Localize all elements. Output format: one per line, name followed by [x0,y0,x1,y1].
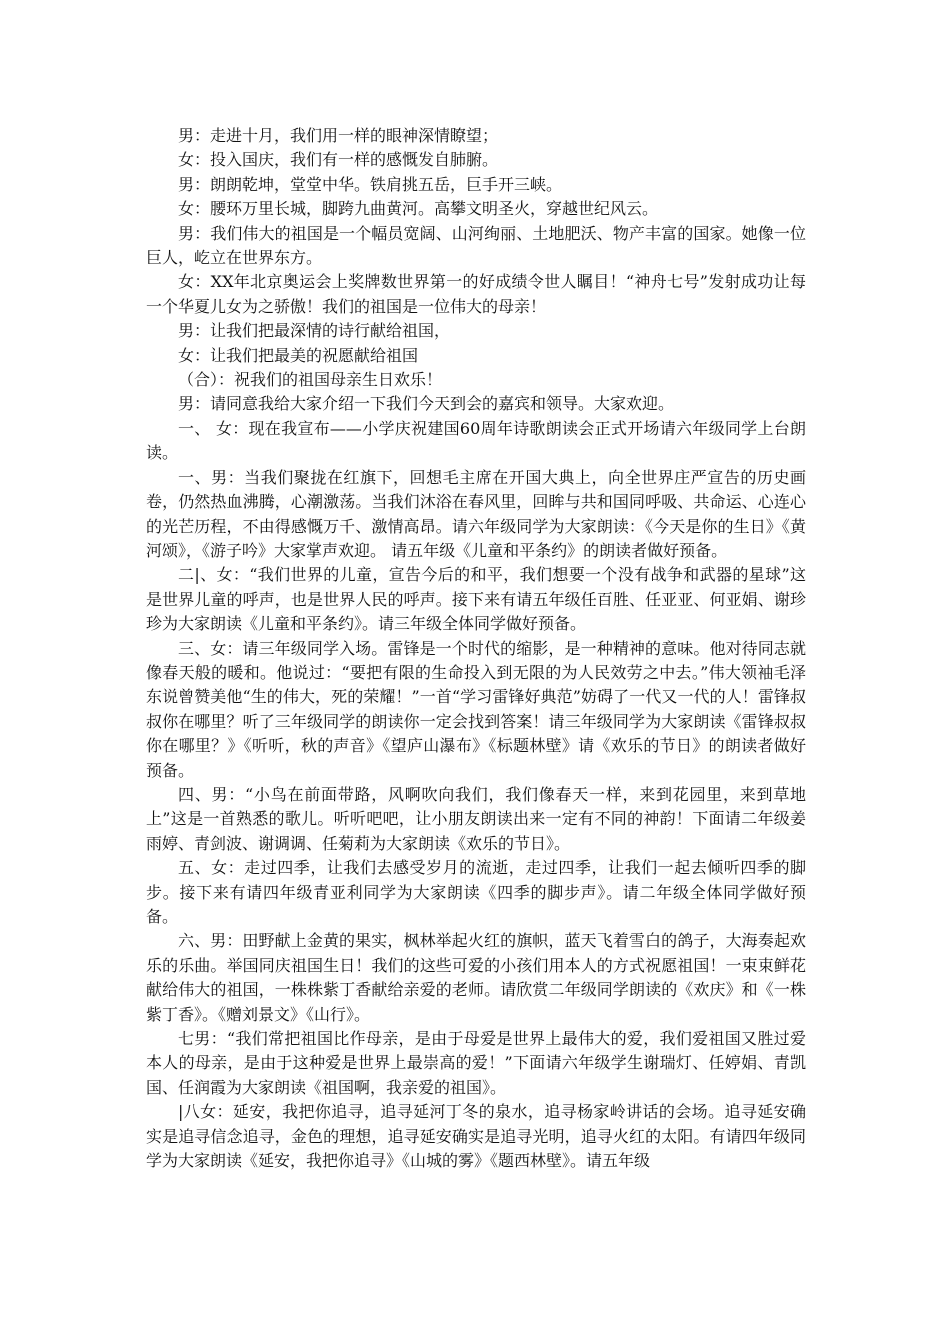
paragraph: 六、男：田野献上金黄的果实，枫林举起火红的旗帜，蓝天飞着雪白的鸽子，大海奏起欢乐的乐曲。举国同庆祖国生日！我们的这些可爱的小孩们用本人的方式祝愿祖国！一束束鲜花献给伟大的祖国，一株株紫丁香献给亲爱的老师。请欣赏二年级同学朗读的《欢庆》和《一株紫丁香》。《赠刘景文》《山行》。 [146,931,806,1024]
paragraph: 女：让我们把最美的祝愿献给祖国 [178,345,419,365]
paragraph: 男：我们伟大的祖国是一个幅员宽阔、山河绚丽、土地肥沃、物产丰富的国家。她像一位巨人，屹立在世界东方。 [146,223,806,268]
paragraph: 男：让我们把最深情的诗行献给祖国， [178,321,451,341]
paragraph: 一、 女：现在我宣布——小学庆祝建国60周年诗歌朗读会正式开场请六年级同学上台朗读。 [146,418,806,463]
paragraph: 男：请同意我给大家介绍一下我们今天到会的嘉宾和领导。大家欢迎。 [178,394,675,414]
paragraph: 女：投入国庆，我们有一样的感慨发自肺腑。 [178,150,499,170]
document-page [146,124,806,1173]
paragraph: 二|、女：“我们世界的儿童，宣告今后的和平，我们想要一个没有战争和武器的星球”这是世界儿童的呼声，也是世界人民的呼声。接下来有请五年级任百胜、任亚亚、何亚娟、谢珍珍为大家朗读《儿童和平条约》。请三年级全体同学做好预备。 [146,565,806,634]
paragraph: 男：朗朗乾坤，堂堂中华。铁肩挑五岳，巨手开三峡。 [178,174,563,194]
paragraph: （合）：祝我们的祖国母亲生日欢乐！ [178,370,443,390]
paragraph: |八女：延安，我把你追寻，追寻延河丁冬的泉水，追寻杨家岭讲话的会场。追寻延安确实是追寻信念追寻，金色的理想，追寻延安确实是追寻光明，追寻火红的太阳。有请四年级同学为大家朗读《延安，我把你追寻》《山城的雾》《题西林壁》。请五年级 [146,1102,806,1171]
paragraph: 一、男：当我们聚拢在红旗下，回想毛主席在开国大典上，向全世界庄严宣告的历史画卷，仍然热血沸腾，心潮激荡。当我们沐浴在春风里，回眸与共和国同呼吸、共命运、心连心的光芒历程，不由得感慨万千、激情高昂。请六年级同学为大家朗读：《今天是你的生日》《黄河颂》，《游子吟》大家掌声欢迎。 请五年级《儿童和平条约》的朗读者做好预备。 [146,467,806,560]
paragraph: 女：XX年北京奥运会上奖牌数世界第一的好成绩令世人瞩目！“神舟七号”发射成功让每一个华夏儿女为之骄傲！我们的祖国是一位伟大的母亲！ [146,272,806,316]
paragraph: 四、男：“小鸟在前面带路，风啊吹向我们，我们像春天一样，来到花园里，来到草地上”这是一首熟悉的歌儿。听听吧吧，让小朋友朗读出来一定有不同的神韵！下面请二年级姜雨婷、青剑波、谢调调、任菊莉为大家朗读《欢乐的节日》。 [146,784,806,853]
paragraph: 男：走进十月，我们用一样的眼神深情瞭望； [178,126,499,145]
paragraph: 五、女：走过四季，让我们去感受岁月的流逝，走过四季，让我们一起去倾听四季的脚步。接下来有请四年级青亚利同学为大家朗读《四季的脚步声》。请二年级全体同学做好预备。 [146,858,806,926]
paragraph: 三、女：请三年级同学入场。雷锋是一个时代的缩影，是一种精神的意味。他对待同志就像春天般的暖和。他说过：“要把有限的生命投入到无限的为人民效劳之中去。”伟大领袖毛泽东说曾赞美他“生的伟大，死的荣耀！”一首“学习雷锋好典范”妨碍了一代又一代的人！雷锋叔叔你在哪里？听了三年级同学的朗读你一定会找到答案！请三年级同学为大家朗读《雷锋叔叔你在哪里？》《听听，秋的声音》《望庐山瀑布》《标题林壁》请《欢乐的节日》的朗读者做好预备。 [146,638,806,780]
paragraph: 女：腰环万里长城，脚跨九曲黄河。高攀文明圣火，穿越世纪风云。 [178,199,659,219]
paragraph: 七男：“我们常把祖国比作母亲，是由于母爱是世界上最伟大的爱，我们爱祖国又胜过爱本人的母亲，是由于这种爱是世界上最崇高的爱！”下面请六年级学生谢瑞灯、任婷娟、青凯国、任润霞为大家朗读《祖国啊，我亲爱的祖国》。 [146,1029,806,1097]
